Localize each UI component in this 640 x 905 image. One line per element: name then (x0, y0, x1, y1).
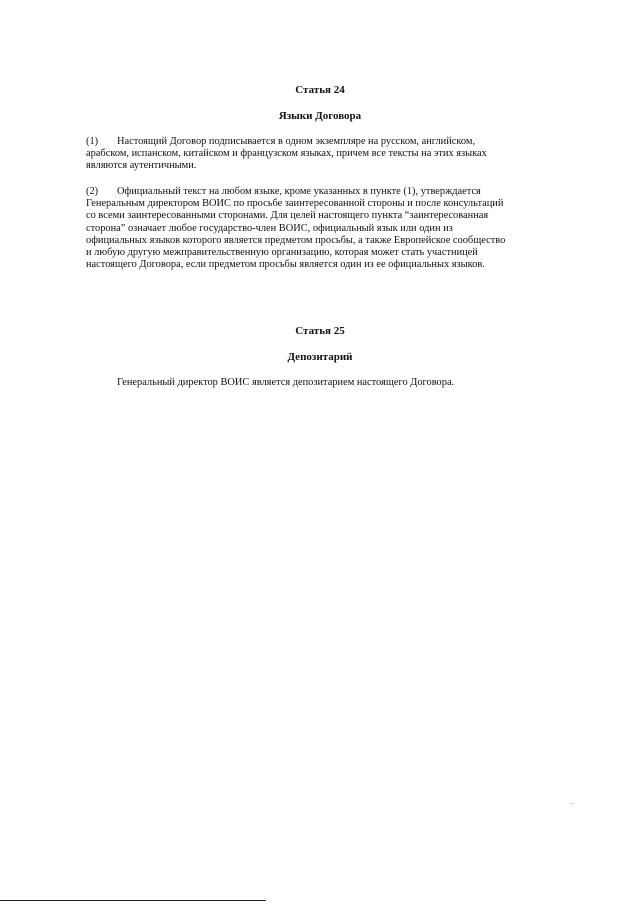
paragraph-line: настоящего Договора, если предметом просьбы является один из ее официальных языков. (86, 259, 485, 271)
paragraph-line: сторона” означает любое государство-член ВОИС, официальный язык или один из (86, 222, 453, 234)
scan-speck (571, 803, 572, 804)
paragraph-line: (2) Официальный текст на любом языке, кроме указанных в пункте (1), утверждается (86, 186, 481, 197)
paragraph-number: (2) (86, 186, 99, 197)
article-25-title: Статья 25 (295, 325, 345, 337)
paragraph-line: являются аутентичными. (86, 160, 197, 172)
article-24-subtitle: Языки Договора (278, 110, 362, 122)
paragraph-line: официальных языков которого является предметом просьбы, а также Европейское сообщество (86, 234, 506, 246)
paragraph-number: (1) (86, 136, 99, 147)
article-24-paragraph-2 (86, 186, 572, 271)
paragraph-line: Генеральным директором ВОИС по просьбе заинтересованной стороны и после консультаций (86, 198, 504, 210)
article-24-paragraph-1 (86, 136, 572, 173)
article-25-text: Генеральный директор ВОИС является депозитарием настоящего Договора. (117, 377, 455, 388)
paragraph-line: со всеми заинтересованными сторонами. Для целей настоящего пункта “заинтересованная (86, 210, 489, 222)
article-24-title: Статья 24 (295, 84, 345, 96)
paragraph-line: и любую другую межправительственную организацию, которая может стать участницей (86, 247, 478, 259)
article-25-subtitle: Депозитарий (287, 351, 353, 363)
paragraph-line: арабском, испанском, китайском и французском языках, причем все тексты на этих языках (86, 148, 487, 160)
footer-rule (0, 900, 266, 901)
paragraph-line: (1) Настоящий Договор подписывается в одном экземпляре на русском, английском, (86, 136, 476, 147)
